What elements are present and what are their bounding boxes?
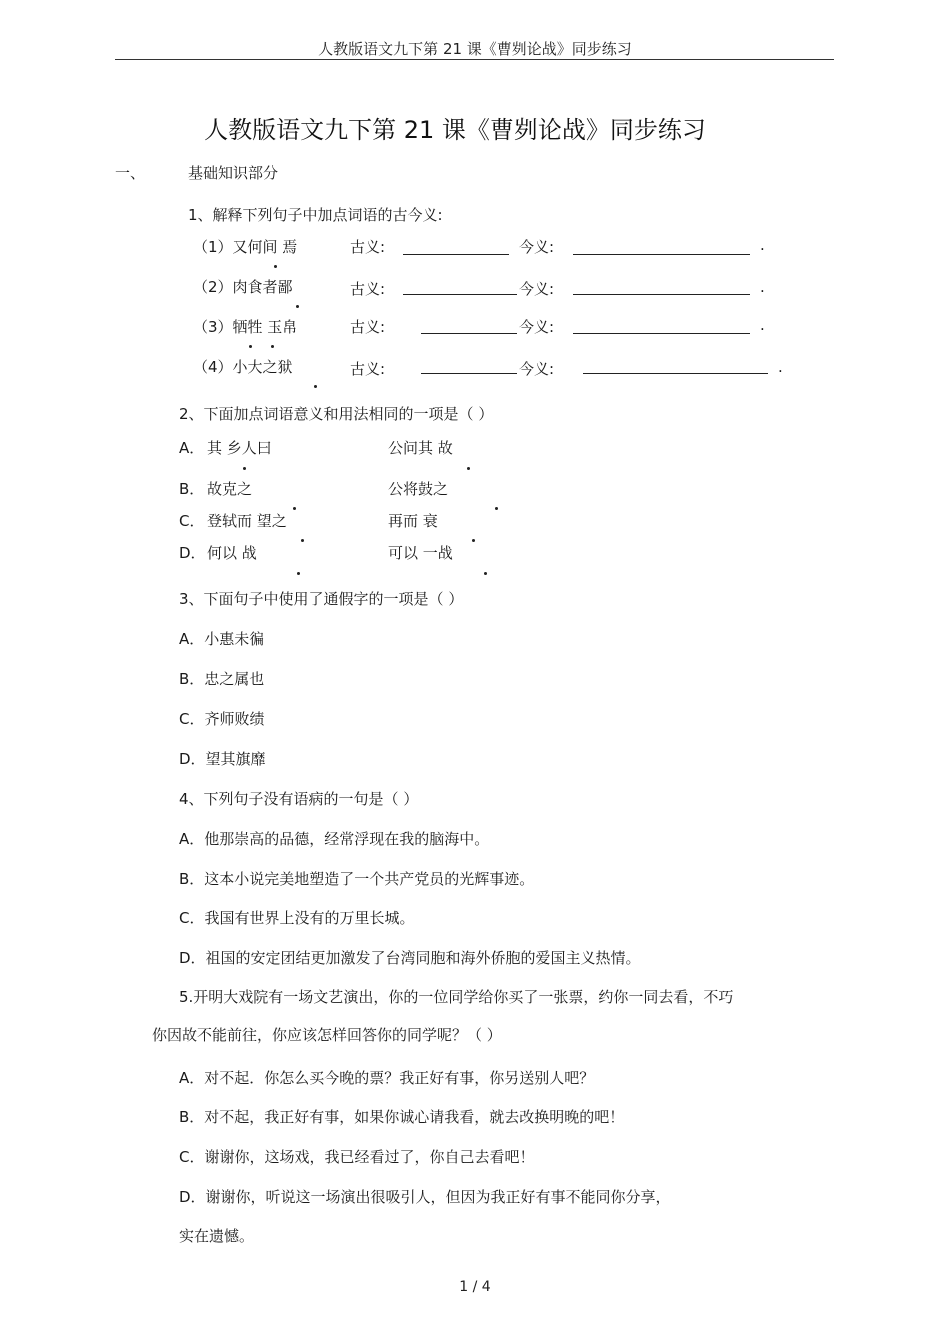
q2-option-label: B． <box>179 480 205 498</box>
page-title: 人教版语文九下第 21 课《曹刿论战》同步练习 <box>204 116 706 144</box>
section-label: 基础知识部分 <box>188 164 279 182</box>
q2-prompt: 2、下面加点词语意义和用法相同的一项是（ ） <box>179 405 494 423</box>
q1-jin-label: 今义: <box>519 238 555 256</box>
emphasis-dot <box>315 382 316 383</box>
q4-option: D．祖国的安定团结更加激发了台湾同胞和海外侨胞的爱国主义热情。 <box>179 949 641 967</box>
q5-option: A．对不起．你怎么买今晚的票？我正好有事，你另送别人吧？ <box>179 1069 595 1087</box>
q3-prompt: 3、下面句子中使用了通假字的一项是（ ） <box>179 590 464 608</box>
emphasis-dot <box>302 536 303 537</box>
q1-period: . <box>760 278 765 296</box>
page-number: 1 / 4 <box>459 1279 491 1295</box>
answer-blank-jin[interactable] <box>573 333 750 334</box>
q5-prompt-line-1: 5.开明大戏院有一场文艺演出，你的一位同学给你买了一张票，约你一同去看，不巧 <box>179 988 734 1006</box>
q5-option-continuation: 实在遗憾。 <box>179 1227 255 1245</box>
answer-blank-jin[interactable] <box>583 373 768 374</box>
q2-option-right: 公将鼓之 <box>388 480 449 498</box>
q1-gu-label: 古义: <box>350 360 386 378</box>
emphasis-dot <box>297 302 298 303</box>
emphasis-dot <box>496 504 497 505</box>
q3-option: C．齐师败绩 <box>179 710 265 728</box>
q1-jin-label: 今义: <box>519 280 555 298</box>
q2-option-label: A． <box>179 439 205 457</box>
q2-option-label: D． <box>179 544 206 562</box>
q4-option: C．我国有世界上没有的万里长城。 <box>179 909 415 927</box>
q3-option: A．小惠未徧 <box>179 630 265 648</box>
answer-blank-gu[interactable] <box>403 254 509 255</box>
q5-option: B．对不起，我正好有事，如果你诚心请我看，就去改换明晚的吧！ <box>179 1108 625 1126</box>
q2-option-right: 再而 衰 <box>388 512 438 530</box>
q5-option: C．谢谢你，这场戏，我已经看过了，你自己去看吧！ <box>179 1148 535 1166</box>
q1-item-3: （3）牺牲 玉帛 <box>193 318 298 336</box>
q2-option-left: 何以 战 <box>207 544 257 562</box>
answer-blank-jin[interactable] <box>573 294 750 295</box>
q2-option-right: 公问其 故 <box>388 439 453 457</box>
running-header: 人教版语文九下第 21 课《曹刿论战》同步练习 <box>318 40 632 58</box>
q1-jin-label: 今义: <box>519 360 555 378</box>
q1-gu-label: 古义: <box>350 318 386 336</box>
emphasis-dot <box>272 342 273 343</box>
q3-option: D．望其旗靡 <box>179 750 266 768</box>
q2-option-label: C． <box>179 512 205 530</box>
answer-blank-gu[interactable] <box>403 294 517 295</box>
q2-option-left: 登轼而 望之 <box>207 512 287 530</box>
q2-option-left: 其 乡人曰 <box>207 439 272 457</box>
q2-option-right: 可以 一战 <box>388 544 453 562</box>
q1-jin-label: 今义: <box>519 318 555 336</box>
answer-blank-gu[interactable] <box>421 333 517 334</box>
q1-gu-label: 古义: <box>350 280 386 298</box>
emphasis-dot <box>485 569 486 570</box>
q4-option: A．他那崇高的品德，经常浮现在我的脑海中。 <box>179 830 490 848</box>
q5-prompt-line-2: 你因故不能前往，你应该怎样回答你的同学呢？（ ） <box>152 1026 502 1044</box>
emphasis-dot <box>294 504 295 505</box>
q1-period: . <box>760 236 765 254</box>
q3-option: B．忠之属也 <box>179 670 265 688</box>
emphasis-dot <box>250 342 251 343</box>
q4-option: B．这本小说完美地塑造了一个共产党员的光辉事迹。 <box>179 870 535 888</box>
emphasis-dot <box>244 464 245 465</box>
answer-blank-gu[interactable] <box>421 373 517 374</box>
q1-prompt: 1、解释下列句子中加点词语的古今义: <box>188 206 443 224</box>
header-rule <box>115 59 834 60</box>
q1-period: . <box>778 358 783 376</box>
q1-period: . <box>760 316 765 334</box>
q5-option: D．谢谢你，听说这一场演出很吸引人，但因为我正好有事不能同你分享， <box>179 1188 671 1206</box>
q4-prompt: 4、下列句子没有语病的一句是（ ） <box>179 790 419 808</box>
q1-gu-label: 古义: <box>350 238 386 256</box>
section-number: 一、 <box>115 164 146 182</box>
answer-blank-jin[interactable] <box>573 254 750 255</box>
emphasis-dot <box>473 536 474 537</box>
q1-item-2: （2）肉食者鄙 <box>193 278 293 296</box>
q1-item-1: （1）又何间 焉 <box>193 238 298 256</box>
q2-option-left: 故克之 <box>207 480 253 498</box>
emphasis-dot <box>468 464 469 465</box>
emphasis-dot <box>275 262 276 263</box>
q1-item-4: （4）小大之狱 <box>193 358 293 376</box>
emphasis-dot <box>298 569 299 570</box>
